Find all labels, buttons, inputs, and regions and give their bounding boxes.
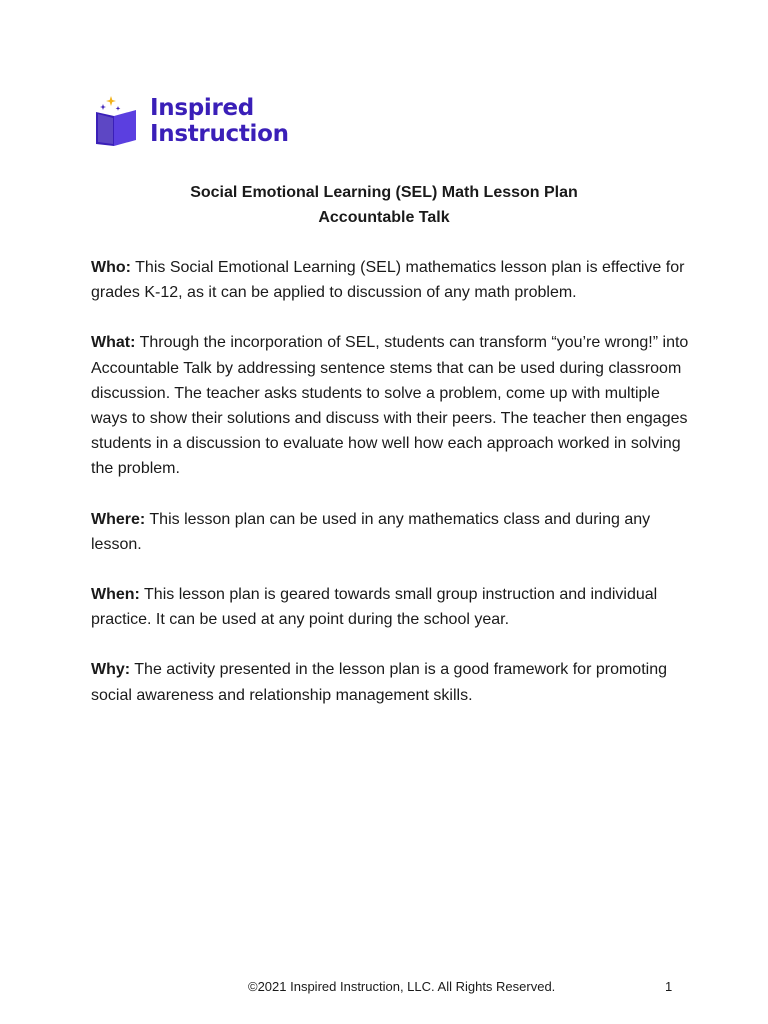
section-text: This Social Emotional Learning (SEL) mathematics lesson plan is effective for grades K-12, as it can be applied to discussion of any math problem. <box>91 259 685 302</box>
document-title: Social Emotional Learning (SEL) Math Lesson Plan <box>190 184 578 201</box>
brand-logo <box>92 94 289 148</box>
page-number: 1 <box>665 979 673 994</box>
section-label: What: <box>91 334 136 352</box>
brand-line-2: Instruction <box>150 121 289 147</box>
section-who <box>91 255 691 305</box>
section-text: Through the incorporation of SEL, students can transform “you’re wrong!” into Accountable Talk by addressing sentence stems that can be used during classroom discussion. The teacher asks students to solve a problem, come up with multiple ways to show their solutions and discuss with their peers. The teacher then engages students in a discussion to evaluate how well how each approach worked in solving the problem. <box>91 334 689 478</box>
section-label: When: <box>91 586 140 604</box>
section-label: Why: <box>91 661 131 679</box>
section-text: This lesson plan is geared towards small group instruction and individual practice. It can be used at any point during the school year. <box>91 586 658 629</box>
section-text: This lesson plan can be used in any mathematics class and during any lesson. <box>91 510 651 553</box>
book-sparkle-icon <box>92 94 140 148</box>
section-what <box>91 330 691 481</box>
section-text: The activity presented in the lesson plan is a good framework for promoting social awareness and relationship management skills. <box>91 661 667 704</box>
section-why <box>91 657 691 707</box>
document-subtitle: Accountable Talk <box>318 209 450 226</box>
copyright-notice: ©2021 Inspired Instruction, LLC. All Rights Reserved. <box>248 979 556 994</box>
section-when <box>91 582 691 632</box>
brand-line-1: Inspired <box>150 95 254 121</box>
brand-name <box>150 95 289 147</box>
document-body <box>91 255 691 733</box>
section-label: Who: <box>91 259 131 276</box>
section-where <box>91 507 691 557</box>
document-title-block <box>0 180 768 230</box>
section-label: Where: <box>91 510 146 528</box>
